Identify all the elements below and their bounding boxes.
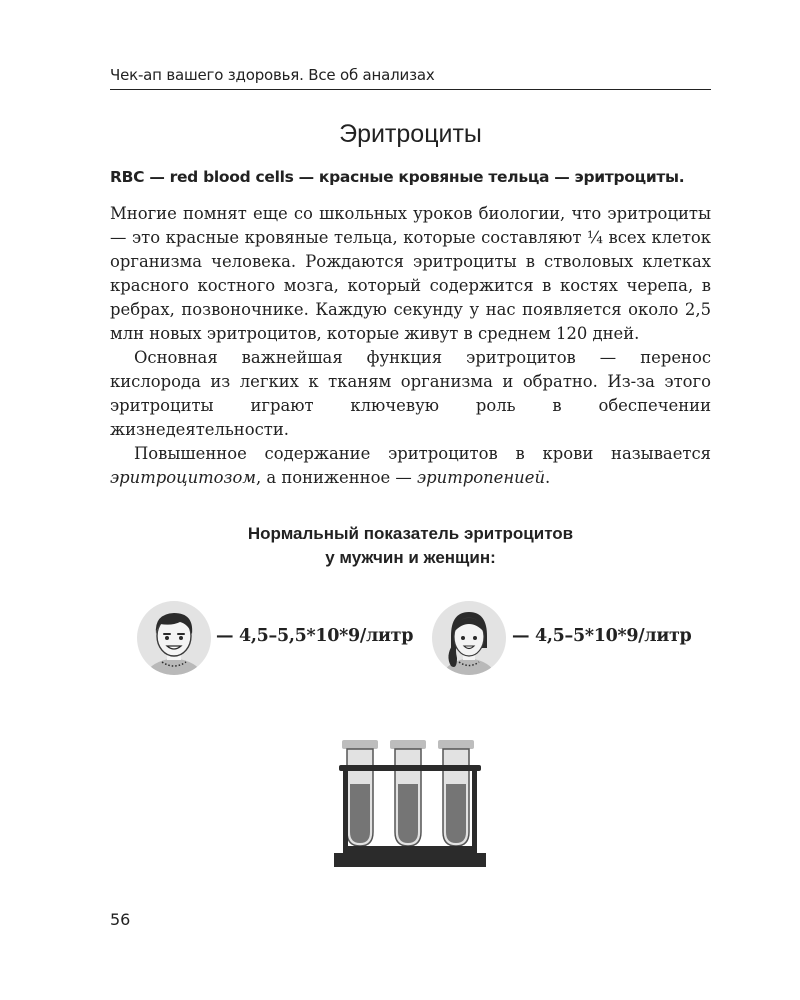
paragraph-3 [110,442,711,490]
male-norm-value: — 4,5–5,5*10*9/литр [216,626,414,646]
term-erythropenia: эритропенией [417,468,545,487]
paragraph-2: Основная важнейшая функция эритроцитов — перенос кислорода из легких к тканям организма и обратно. Из-за этого эритроциты играют ключевую роль в обеспечении жизнедеятельности. [110,348,711,439]
norms-title-line-2: у мужчин и женщин: [325,548,496,567]
section-title: Эритроциты [339,120,482,148]
paragraph-3-middle: , а пониженное — [255,468,417,487]
male-avatar-icon [136,600,212,684]
norms-title-line-1: Нормальный показатель эритроцитов [247,524,574,543]
section-subtitle: RBC — red blood cells — красные кровяные тельца — эритроциты. [110,168,685,186]
female-avatar-icon [431,600,507,684]
paragraph-1: Многие помнят еще со школьных уроков биологии, что эритроциты — это красные кровяные тельца, которые составляют ¼ всех клеток организма человека. Рождаются эритроциты в стволовых клетках красного костного мозга, который содержится в костях черепа, в ребрах, позвоночнике. Каждую секунду у нас появляется около 2,5 млн новых эритроцитов, которые живут в среднем 120 дней. [110,204,711,343]
page-number: 56 [110,910,131,929]
paragraph-3-start: Повышенное содержание эритроцитов в крови называется [134,444,711,463]
paragraph-3-end: . [545,468,551,487]
term-erythrocytosis: эритроцитозом [110,468,256,487]
body-text [110,202,711,490]
test-tubes-rack-icon [334,738,486,874]
norms-title [110,522,711,570]
female-norm-value: — 4,5–5*10*9/литр [512,626,692,646]
header-divider [110,89,711,90]
running-header: Чек-ап вашего здоровья. Все об анализах [110,66,435,84]
